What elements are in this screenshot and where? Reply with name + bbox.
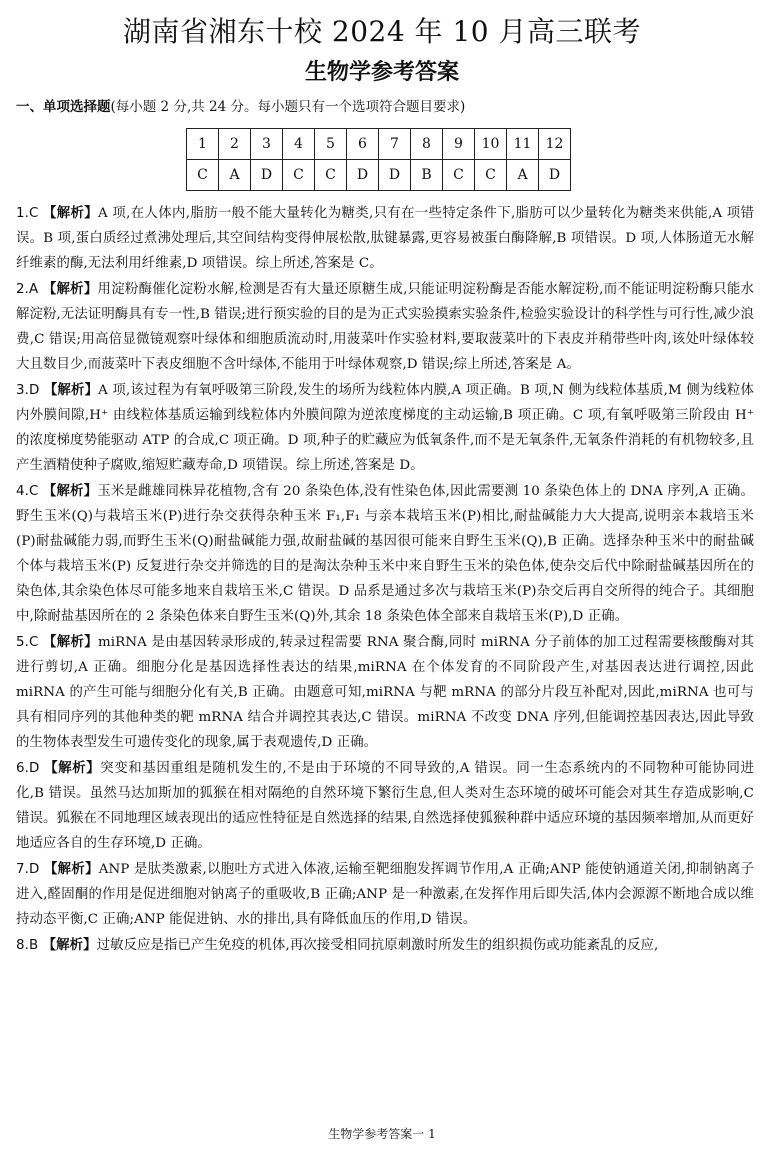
explanation-item	[16, 277, 754, 377]
item-text: ANP 是肽类激素,以胞吐方式进入体液,运输至靶细胞发挥调节作用,A 正确;ANP 能使钠通道关闭,抑制钠离子进入,醛固酮的作用是促进细胞对钠离子的重吸收,B 正确;ANP 是一种激素,在发挥作用后即失活,体内会源源不断地合成以维持动态平衡,C 正确;ANP 能促进钠、水的排出,具有降低血压的作用,D 错误。	[16, 862, 754, 927]
answer-cell: A	[507, 160, 539, 191]
answer-cell: D	[539, 160, 571, 191]
answer-table-answer-row	[187, 160, 571, 191]
section-heading	[16, 96, 756, 118]
explanation-item	[16, 378, 754, 478]
item-text: A 项,该过程为有氧呼吸第三阶段,发生的场所为线粒体内膜,A 项正确。B 项,N 侧为线粒体基质,M 侧为线粒体内外膜间隙,H⁺ 由线粒体基质运输到线粒体内外膜间隙为逆浓度梯度的主动运输,B 项正确。C 项,有氧呼吸第三阶段由 H⁺ 的浓度梯度势能驱动 ATP 的合成,C 项正确。D 项,种子的贮藏应为低氧条件,而不是无氧条件,无氧条件消耗的有机物较多,且产生酒精使种子腐败,缩短贮藏寿命,D 项错误。综上所述,答案是 D。	[16, 383, 754, 473]
item-text: 玉米是雌雄同株异花植物,含有 20 条染色体,没有性染色体,因此需要测 10 条染色体上的 DNA 序列,A 正确。野生玉米(Q)与栽培玉米(P)进行杂交获得杂种玉米 F₁,F₁ 与亲本栽培玉米(P)相比,耐盐碱能力大大提高,说明亲本栽培玉米(P)耐盐碱能力弱,而野生玉米(Q)耐盐碱能力强,故耐盐碱的基因很可能来自野生玉米(Q),B 正确。选择杂种玉米中的耐盐碱个体与栽培玉米(P) 反复进行杂交并筛选的目的是淘汰杂种玉米中来自野生玉米的染色体,使杂交后代中除耐盐碱基因所在的染色体,其余染色体尽可能多地来自栽培玉米,C 错误。D 品系是通过多次与栽培玉米(P)杂交后再自交所得的纯合子。其细胞中,除耐盐基因所在的 2 条染色体来自野生玉米(Q)外,其余 18 条染色体全部来自栽培玉米(P),D 正确。	[16, 484, 754, 624]
item-number: 7.D	[16, 862, 40, 877]
question-number-cell: 3	[251, 129, 283, 160]
answer-cell: C	[475, 160, 507, 191]
item-number: 5.C	[16, 635, 39, 650]
analysis-tag: 【解析】	[43, 635, 98, 650]
explanation-item	[16, 857, 754, 932]
question-number-cell: 1	[187, 129, 219, 160]
analysis-tag: 【解析】	[43, 206, 99, 221]
item-number: 2.A	[16, 282, 39, 297]
answer-cell: C	[315, 160, 347, 191]
answer-cell: C	[283, 160, 315, 191]
answer-cell: A	[219, 160, 251, 191]
answer-cell: C	[187, 160, 219, 191]
question-number-cell: 12	[539, 129, 571, 160]
answer-table	[186, 128, 571, 191]
answer-cell: D	[251, 160, 283, 191]
question-number-cell: 7	[379, 129, 411, 160]
answer-cell: B	[411, 160, 443, 191]
item-number: 3.D	[16, 383, 40, 398]
analysis-tag: 【解析】	[44, 761, 101, 776]
answer-cell: C	[443, 160, 475, 191]
question-number-cell: 8	[411, 129, 443, 160]
item-text: 用淀粉酶催化淀粉水解,检测是否有大量还原糖生成,只能证明淀粉酶是否能水解淀粉,而不能证明淀粉酶只能水解淀粉,无法证明酶具有专一性,B 错误;进行预实验的目的是为正式实验摸索实验条件,检验实验设计的科学性与可行性,减少浪费,C 错误;用高倍显微镜观察叶绿体和细胞质流动时,用菠菜叶作实验材料,要取菠菜叶的下表皮并稍带些叶肉,该处叶绿体较大且数目少,而菠菜叶下表皮细胞不含叶绿体,不能用于叶绿体观察,D 错误;综上所述,答案是 A。	[16, 282, 755, 372]
question-number-cell: 10	[475, 129, 507, 160]
answer-cell: D	[379, 160, 411, 191]
analysis-tag: 【解析】	[43, 862, 99, 877]
answer-cell: D	[347, 160, 379, 191]
item-number: 6.D	[16, 761, 40, 776]
item-text: 突变和基因重组是随机发生的,不是由于环境的不同导致的,A 错误。同一生态系统内的不同物种可能协同进化,B 错误。虽然马达加斯加的狐猴在相对隔绝的自然环境下繁衍生息,但人类对生态环境的破坏可能会对其生存造成影响,C 错误。狐猴在不同地理区域表现出的适应性特征是自然选择的结果,自然选择使狐猴种群中适应环境的基因频率增加,从而更好地适应各自的生存环境,D 正确。	[16, 761, 754, 851]
analysis-tag: 【解析】	[42, 282, 98, 297]
item-text: miRNA 是由基因转录形成的,转录过程需要 RNA 聚合酶,同时 miRNA 分子前体的加工过程需要核酸酶对其进行剪切,A 正确。细胞分化是基因选择性表达的结果,miRNA 在个体发育的不同阶段产生,对基因表达进行调控,因此 miRNA 的产生可能与细胞分化有关,B 正确。由题意可知,miRNA 与靶 mRNA 的部分片段互补配对,因此,miRNA 也可与具有相同序列的其他种类的靶 mRNA 结合并调控其表达,C 错误。miRNA 不改变 DNA 序列,但能调控基因表达,因此导致的生物体表型发生可遗传变化的现象,属于表观遗传,D 正确。	[16, 635, 755, 750]
page-title: 湖南省湘东十校 2024 年 10 月高三联考	[123, 15, 641, 48]
explanation-list	[16, 201, 754, 959]
question-number-cell: 2	[219, 129, 251, 160]
question-number-cell: 5	[315, 129, 347, 160]
question-number-cell: 4	[283, 129, 315, 160]
page-subtitle: 生物学参考答案	[304, 60, 459, 85]
item-number: 1.C	[16, 206, 39, 221]
explanation-item	[16, 756, 754, 856]
explanation-item	[16, 479, 754, 629]
section-title: 一、单项选择题	[16, 99, 111, 115]
explanation-item	[16, 201, 754, 276]
answer-table-number-row	[187, 129, 571, 160]
item-text: 过敏反应是指已产生免疫的机体,再次接受相同抗原刺激时所发生的组织损伤或功能紊乱的反应,	[96, 938, 659, 953]
item-number: 8.B	[16, 938, 39, 953]
item-text: A 项,在人体内,脂肪一般不能大量转化为糖类,只有在一些特定条件下,脂肪可以少量转化为糖类来供能,A 项错误。B 项,蛋白质经过煮沸处理后,其空间结构变得伸展松散,肽键暴露,更容易被蛋白酶降解,B 项错误。D 项,人体肠道无水解纤维素的酶,无法利用纤维素,D 项错误。综上所述,答案是 C。	[16, 206, 755, 271]
explanation-item	[16, 933, 754, 958]
question-number-cell: 11	[507, 129, 539, 160]
page-footer: 生物学参考答案一 1	[328, 1127, 436, 1141]
analysis-tag: 【解析】	[42, 938, 97, 953]
question-number-cell: 9	[443, 129, 475, 160]
item-number: 4.C	[16, 484, 39, 499]
analysis-tag: 【解析】	[43, 383, 99, 398]
section-note: (每小题 2 分,共 24 分。每小题只有一个选项符合题目要求)	[110, 99, 466, 115]
question-number-cell: 6	[347, 129, 379, 160]
analysis-tag: 【解析】	[42, 484, 98, 499]
explanation-item	[16, 630, 754, 755]
